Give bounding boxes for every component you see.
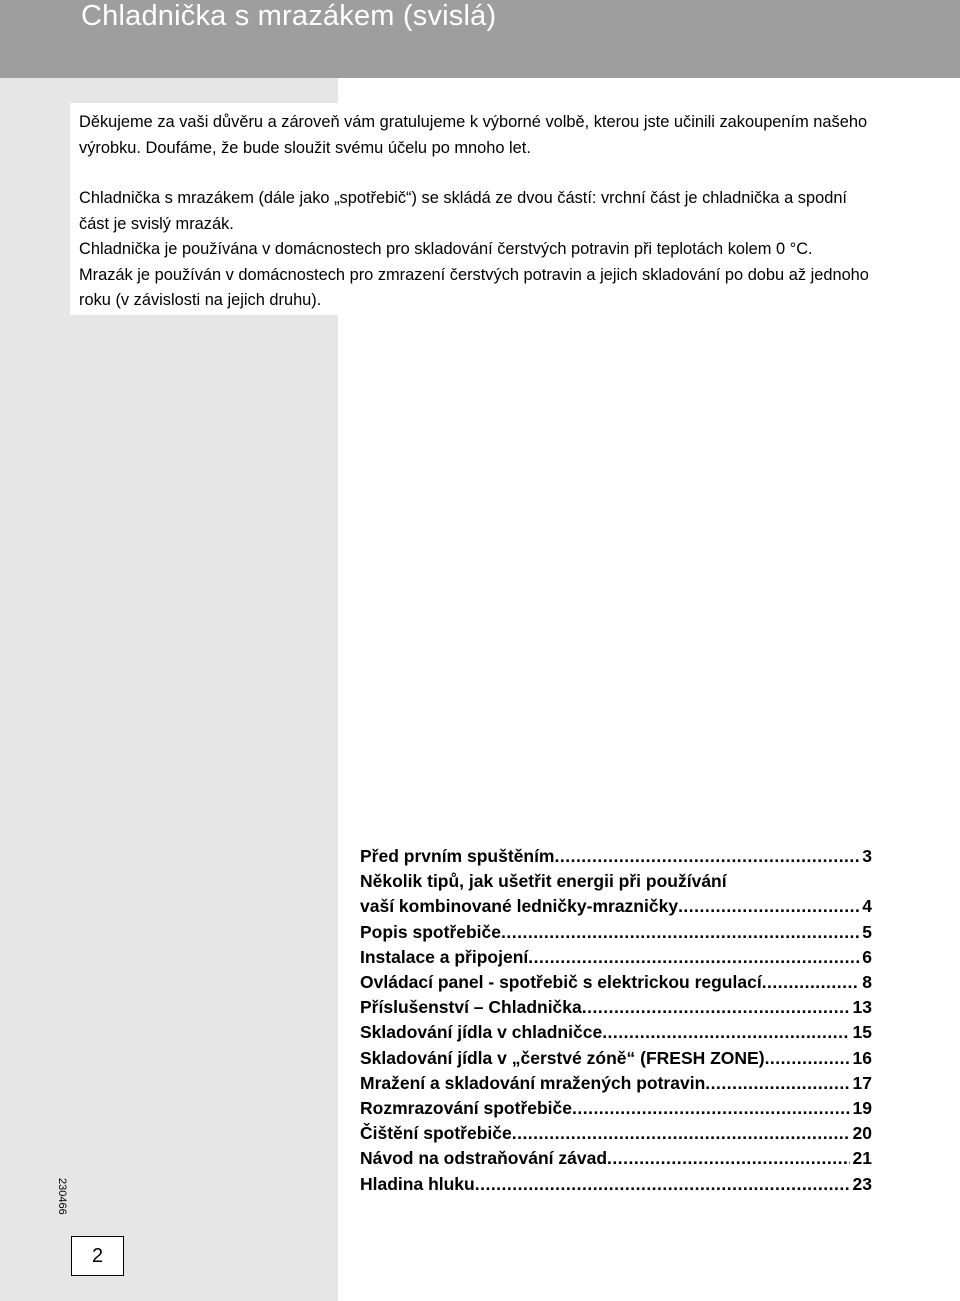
intro-text <box>79 110 879 314</box>
toc-entry[interactable] <box>360 1121 872 1146</box>
toc-entry[interactable] <box>360 1172 872 1197</box>
toc-page: 21 <box>852 1148 872 1169</box>
toc-leader <box>678 894 859 919</box>
toc-leader <box>765 1046 850 1071</box>
toc-label-line[interactable]: Několik tipů, jak ušetřit energii při používání <box>360 871 727 892</box>
toc-leader <box>475 1172 850 1197</box>
table-of-contents <box>360 844 872 1197</box>
toc-entry[interactable] <box>360 970 872 995</box>
toc-page: 17 <box>852 1072 872 1093</box>
toc-leader <box>607 1146 850 1171</box>
toc-page: 16 <box>852 1047 872 1068</box>
doc-code: 230466 <box>56 1178 68 1215</box>
toc-page: 5 <box>862 921 872 942</box>
toc-entry[interactable] <box>360 1096 872 1121</box>
toc-label: Skladování jídla v „čerstvé zóně“ (FRESH ZONE) <box>360 1047 765 1068</box>
toc-leader <box>762 970 860 995</box>
toc-leader <box>705 1071 849 1096</box>
toc-label: Mražení a skladování mražených potravin <box>360 1072 706 1093</box>
toc-leader <box>501 920 859 945</box>
toc-leader <box>512 1121 850 1146</box>
toc-entry[interactable] <box>360 1071 872 1096</box>
toc-label: Rozmrazování spotřebiče <box>360 1098 572 1119</box>
toc-label: vaší kombinované ledničky-mrazničky <box>360 896 679 917</box>
toc-label: Instalace a připojení <box>360 946 529 967</box>
toc-page: 20 <box>852 1123 872 1144</box>
toc-page: 15 <box>852 1022 872 1043</box>
toc-leader <box>555 844 860 869</box>
toc-label: Popis spotřebiče <box>360 921 502 942</box>
title-bar <box>0 0 960 78</box>
toc-page: 13 <box>852 997 872 1018</box>
toc-label: Čištění spotřebiče <box>360 1123 512 1144</box>
toc-page: 23 <box>852 1173 872 1194</box>
toc-entry[interactable] <box>360 920 872 945</box>
toc-entry[interactable] <box>360 995 872 1020</box>
toc-label: Ovládací panel - spotřebič s elektrickou regulací <box>360 972 762 993</box>
toc-page: 6 <box>862 946 872 967</box>
toc-entry[interactable] <box>360 1046 872 1071</box>
toc-label: Před prvním spuštěním <box>360 846 555 866</box>
intro-paragraph: Chladnička s mrazákem (dále jako „spotřebič“) se skládá ze dvou částí: vrchní část je chladnička a spodní část je svislý mrazák. <box>79 189 847 233</box>
page-number-box <box>71 1236 124 1276</box>
toc-page: 8 <box>862 972 872 993</box>
page-number: 2 <box>91 1244 104 1267</box>
toc-entry[interactable] <box>360 945 872 970</box>
toc-entry[interactable] <box>360 894 872 919</box>
toc-leader <box>572 1096 850 1121</box>
toc-page: 19 <box>852 1098 872 1119</box>
page-title: Chladnička s mrazákem (svislá) <box>81 0 497 32</box>
toc-page: 3 <box>862 846 872 866</box>
toc-leader <box>602 1020 849 1045</box>
toc-page: 4 <box>862 896 872 917</box>
toc-label: Hladina hluku <box>360 1173 475 1194</box>
toc-label: Skladování jídla v chladničce <box>360 1022 603 1043</box>
intro-paragraph: Mrazák je používán v domácnostech pro zmrazení čerstvých potravin a jejich skladování po dobu až jednoho roku (v závislosti na jejich druhu). <box>79 265 869 309</box>
toc-leader <box>528 945 859 970</box>
toc-entry[interactable] <box>360 1020 872 1045</box>
toc-entry[interactable] <box>360 844 872 869</box>
toc-leader <box>582 995 850 1020</box>
intro-paragraph: Chladnička je používána v domácnostech pro skladování čerstvých potravin při teplotách kolem 0 °C. <box>79 240 813 258</box>
toc-label: Příslušenství – Chladnička <box>360 997 582 1018</box>
intro-paragraph: Děkujeme za vaši důvěru a zároveň vám gratulujeme k výborné volbě, kterou jste učinili zakoupením našeho výrobku. Doufáme, že bude sloužit svému účelu po mnoho let. <box>79 113 868 157</box>
toc-label: Návod na odstraňování závad <box>360 1148 608 1169</box>
toc-entry[interactable] <box>360 1146 872 1171</box>
